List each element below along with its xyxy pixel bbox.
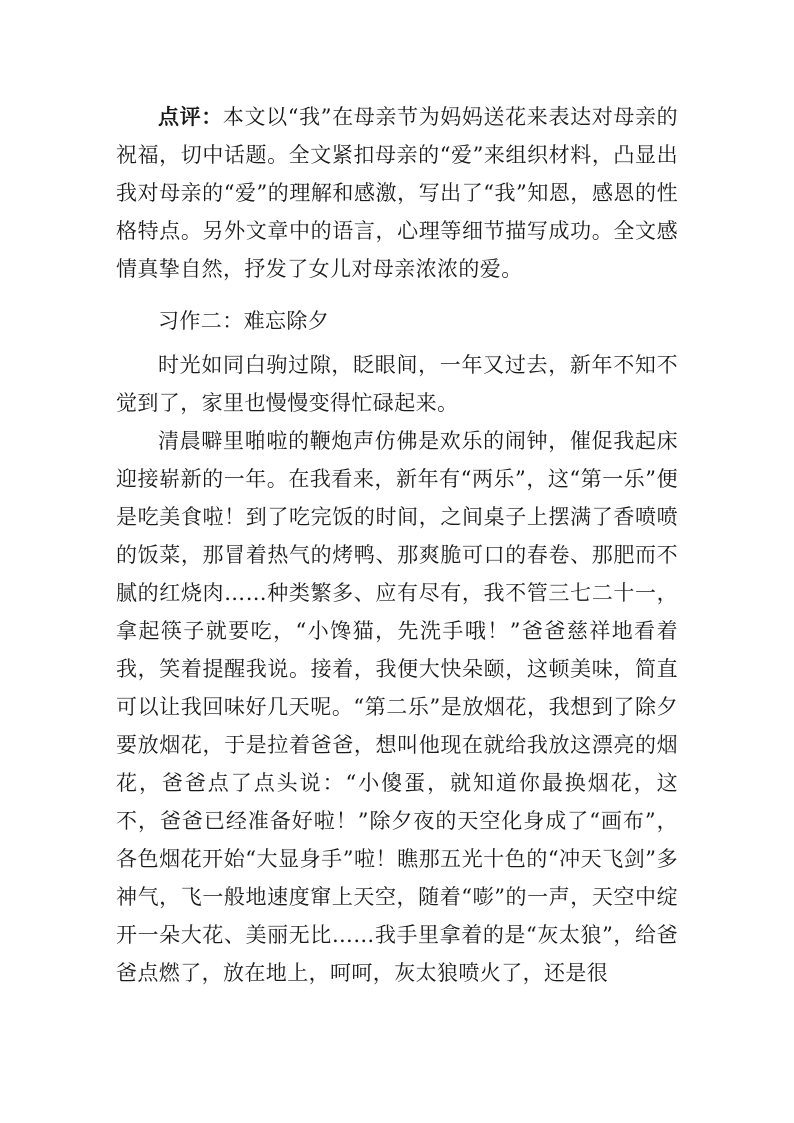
essay-paragraph-2: 清晨噼里啪啦的鞭炮声仿佛是欢乐的闹钟，催促我起床迎接崭新的一年。在我看来，新年有“两乐”，这“第一乐”便是吃美食啦！到了吃完饭的时间，之间桌子上摆满了香喷喷的饭菜，那冒着热气的烤鸭、那爽脆可口的春卷、那肥而不腻的红烧肉……种类繁多、应有尽有，我不管三七二十一，拿起筷子就要吃，“小馋猫，先洗手哦！”爸爸慈祥地看着我，笑着提醒我说。接着，我便大快朵颐，这顿美味，简直可以让我回味好几天呢。“第二乐”是放烟花，我想到了除夕要放烟花，于是拉着爸爸，想叫他现在就给我放这漂亮的烟花，爸爸点了点头说：“小傻蛋，就知道你最换烟花，这不，爸爸已经准备好啦！”除夕夜的天空化身成了“画布”，各色烟花开始“大显身手”啦！瞧那五光十色的“冲天飞剑”多神气，飞一般地速度窜上天空，随着“嘭”的一声，天空中绽开一朵大花、美丽无比……我手里拿着的是“灰太狼”，给爸爸点燃了，放在地上，呵呵，灰太狼喷火了，还是很 [116, 429, 678, 985]
essay-subtitle: 习作二：难忘除夕 [158, 309, 330, 333]
document-page [116, 98, 678, 992]
comment-label: 点评： [158, 104, 223, 129]
comment-text: 本文以“我”在母亲节为妈妈送花来表达对母亲的祝福，切中话题。全文紧扣母亲的“爱”来组织材料，凸显出我对母亲的“爱”的理解和感激，写出了“我”知恩，感恩的性格特点。另外文章中的语言，心理等细节描写成功。全文感情真挚自然，抒发了女儿对母亲浓浓的爱。 [116, 105, 678, 281]
comment-paragraph [116, 98, 678, 288]
essay-paragraph-1: 时光如同白驹过隙，眨眼间，一年又过去，新年不知不觉到了，家里也慢慢变得忙碌起来。 [116, 353, 678, 415]
